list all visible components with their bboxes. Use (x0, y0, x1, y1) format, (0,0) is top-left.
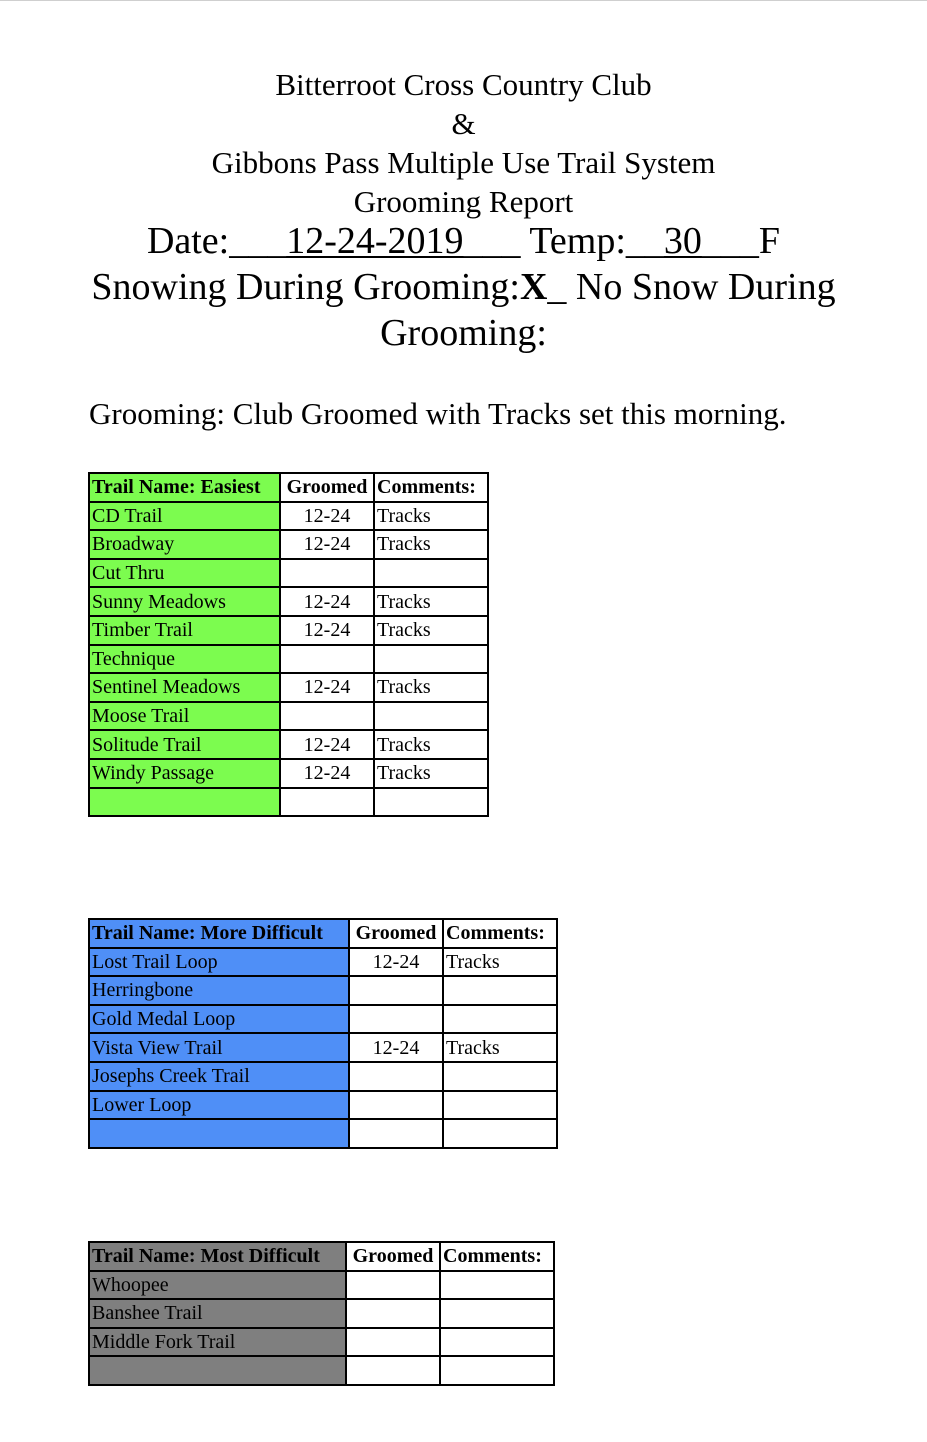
snowing-mark: X (519, 266, 548, 308)
temp-value: 30 (663, 220, 702, 262)
table-row (89, 645, 488, 674)
grooming-summary: Grooming: Club Groomed with Tracks set this morning. (89, 396, 787, 431)
most-difficult-header-row (89, 1242, 554, 1271)
groomed-date-cell: 12-24 (280, 502, 374, 531)
groomed-date-cell (349, 1119, 443, 1148)
comments-cell: Tracks (374, 673, 488, 702)
table-row (89, 559, 488, 588)
table-row (89, 730, 488, 759)
groomed-date-cell (346, 1356, 440, 1385)
groomed-date-cell: 12-24 (280, 759, 374, 788)
trail-name-cell (89, 788, 280, 817)
comments-cell (443, 1119, 557, 1148)
date-value: 12-24-2019 (286, 220, 464, 262)
groomed-header: Groomed (280, 473, 374, 502)
trail-name-cell: Lower Loop (89, 1091, 349, 1120)
trail-name-cell: Sunny Meadows (89, 587, 280, 616)
comments-cell (443, 1091, 557, 1120)
table-row (89, 1062, 557, 1091)
comments-cell (374, 645, 488, 674)
groomed-date-cell (346, 1299, 440, 1328)
trail-name-cell: Vista View Trail (89, 1033, 349, 1062)
table-row (89, 616, 488, 645)
comments-cell: Tracks (374, 587, 488, 616)
groomed-date-cell: 12-24 (349, 1033, 443, 1062)
report-header (0, 65, 927, 221)
table-row (89, 976, 557, 1005)
table-row (89, 502, 488, 531)
comments-cell (443, 1005, 557, 1034)
snowing-label: Snowing During Grooming: (91, 266, 520, 308)
comments-cell: Tracks (374, 730, 488, 759)
comments-cell (440, 1271, 554, 1300)
table-row (89, 1033, 557, 1062)
trail-name-cell: Josephs Creek Trail (89, 1062, 349, 1091)
easiest-trails-table (88, 472, 489, 817)
temp-label: Temp: (520, 220, 626, 262)
temp-blank-post: ___ (701, 220, 759, 262)
groomed-date-cell: 12-24 (280, 673, 374, 702)
trail-name-cell: Whoopee (89, 1271, 346, 1300)
trail-name-cell (89, 1119, 349, 1148)
comments-cell (440, 1356, 554, 1385)
snow-line-2 (0, 310, 927, 356)
club-name: Bitterroot Cross Country Club (275, 67, 652, 102)
groomed-date-cell (346, 1328, 440, 1357)
comments-cell (374, 559, 488, 588)
table-row (89, 1356, 554, 1385)
trail-name-cell: Broadway (89, 530, 280, 559)
comments-header: Comments: (440, 1242, 554, 1271)
date-blank-pre: ___ (229, 220, 287, 262)
groomed-date-cell (346, 1271, 440, 1300)
groomed-date-cell: 12-24 (349, 948, 443, 977)
date-temp-line (0, 218, 927, 264)
trail-name-cell (89, 1356, 346, 1385)
table-row (89, 948, 557, 977)
table-row (89, 587, 488, 616)
trail-name-cell: Lost Trail Loop (89, 948, 349, 977)
comments-header: Comments: (443, 919, 557, 948)
table-row (89, 1271, 554, 1300)
groomed-date-cell (280, 788, 374, 817)
groomed-date-cell (349, 1005, 443, 1034)
no-snow-label-2: Grooming: (380, 312, 547, 354)
more-difficult-header-row (89, 919, 557, 948)
comments-cell: Tracks (374, 530, 488, 559)
most-difficult-trails-table (88, 1241, 555, 1386)
groomed-header: Groomed (349, 919, 443, 948)
groomed-date-cell (280, 559, 374, 588)
comments-cell (374, 702, 488, 731)
comments-cell: Tracks (374, 759, 488, 788)
trail-name-cell: Timber Trail (89, 616, 280, 645)
trail-name-cell: Technique (89, 645, 280, 674)
comments-cell (440, 1299, 554, 1328)
comments-header: Comments: (374, 473, 488, 502)
groomed-date-cell (349, 1091, 443, 1120)
top-border (0, 0, 927, 1)
table-row (89, 1328, 554, 1357)
trail-name-cell: CD Trail (89, 502, 280, 531)
table-row (89, 1119, 557, 1148)
comments-cell: Tracks (443, 1033, 557, 1062)
easiest-header-row (89, 473, 488, 502)
trail-system-name: Gibbons Pass Multiple Use Trail System (211, 145, 716, 180)
table-row (89, 1091, 557, 1120)
groomed-date-cell: 12-24 (280, 616, 374, 645)
groomed-date-cell: 12-24 (280, 587, 374, 616)
table-row (89, 788, 488, 817)
trail-name-cell: Gold Medal Loop (89, 1005, 349, 1034)
comments-cell (440, 1328, 554, 1357)
trail-name-header: Trail Name: Most Difficult (89, 1242, 346, 1271)
table-row (89, 1005, 557, 1034)
groomed-date-cell: 12-24 (280, 530, 374, 559)
snow-line (0, 264, 927, 310)
no-snow-label: No Snow During (566, 266, 836, 308)
table-row (89, 759, 488, 788)
groomed-date-cell (349, 1062, 443, 1091)
date-label: Date: (146, 220, 230, 262)
trail-name-cell: Banshee Trail (89, 1299, 346, 1328)
comments-cell: Tracks (443, 948, 557, 977)
groomed-date-cell (349, 976, 443, 1005)
comments-cell (374, 788, 488, 817)
table-row (89, 702, 488, 731)
trail-name-cell: Solitude Trail (89, 730, 280, 759)
comments-cell (443, 976, 557, 1005)
temp-unit: F (758, 220, 781, 262)
trail-name-cell: Sentinel Meadows (89, 673, 280, 702)
trail-name-cell: Windy Passage (89, 759, 280, 788)
comments-cell: Tracks (374, 616, 488, 645)
report-title: Grooming Report (353, 184, 574, 219)
comments-cell (443, 1062, 557, 1091)
groomed-date-cell: 12-24 (280, 730, 374, 759)
ampersand: & (451, 106, 476, 141)
trail-name-cell: Cut Thru (89, 559, 280, 588)
date-blank-post: ___ (463, 220, 521, 262)
table-row (89, 1299, 554, 1328)
temp-blank-pre: __ (625, 220, 664, 262)
comments-cell: Tracks (374, 502, 488, 531)
trail-name-header: Trail Name: More Difficult (89, 919, 349, 948)
trail-name-cell: Middle Fork Trail (89, 1328, 346, 1357)
trail-name-cell: Herringbone (89, 976, 349, 1005)
groomed-date-cell (280, 702, 374, 731)
table-row (89, 530, 488, 559)
groomed-date-cell (280, 645, 374, 674)
trail-name-cell: Moose Trail (89, 702, 280, 731)
more-difficult-trails-table (88, 918, 558, 1149)
table-row (89, 673, 488, 702)
snowing-blank: _ (547, 266, 567, 308)
trail-name-header: Trail Name: Easiest (89, 473, 280, 502)
groomed-header: Groomed (346, 1242, 440, 1271)
